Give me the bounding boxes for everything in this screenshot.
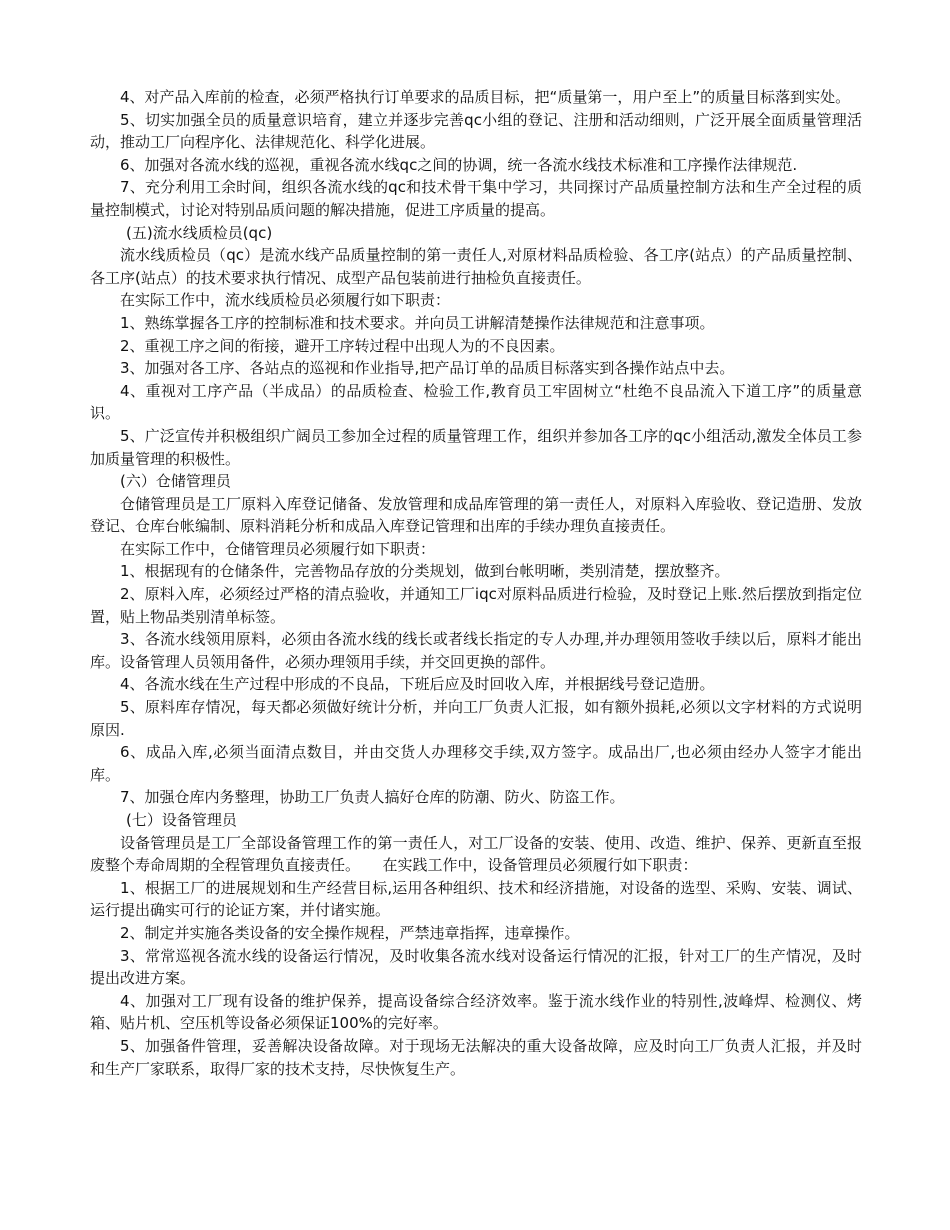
paragraph: 4、各流水线在生产过程中形成的不良品，下班后应及时回收入库，并根据线号登记造册。 (120, 675, 715, 694)
paragraph: 7、加强仓库内务整理，协助工厂负责人搞好仓库的防潮、防火、防盗工作。 (120, 788, 625, 807)
paragraph: 2、原料入库，必须经过严格的清点验收，并通知工厂iqc对原料品质进行检验，及时登记上账.然后摆放到指定位置，贴上物品类别清单标签。 (90, 585, 862, 626)
paragraph: 3、加强对各工序、各站点的巡视和作业指导,把产品订单的品质目标落实到各操作站点中去。 (120, 359, 735, 378)
paragraph: 在实际工作中，仓储管理员必须履行如下职责： (120, 539, 436, 558)
paragraph: 5、切实加强全员的质量意识培育，建立并逐步完善qc小组的登记、注册和活动细则，广泛开展全面质量管理活动，推动工厂向程序化、法律规范化、科学化进展。 (90, 110, 862, 152)
paragraph: 5、原料库存情况，每天都必须做好统计分析，并向工厂负责人汇报，如有额外损耗,必须以文字材料的方式说明原因. (90, 698, 862, 739)
paragraph: 5、加强备件管理，妥善解决设备故障。对于现场无法解决的重大设备故障，应及时向工厂负责人汇报，并及时和生产厂家联系，取得厂家的技术支持，尽快恢复生产。 (90, 1036, 862, 1078)
document-page (90, 86, 862, 1080)
paragraph: 1、根据现有的仓储条件，完善物品存放的分类规划，做到台帐明晰，类别清楚，摆放整齐。 (120, 562, 730, 581)
paragraph: 5、广泛宣传并积极组织广阔员工参加全过程的质量管理工作，组织并参加各工序的qc小组活动,激发全体员工参加质量管理的积极性。 (90, 426, 862, 468)
paragraph: 6、加强对各流水线的巡视，重视各流水线qc之间的协调，统一各流水线技术标准和工序操作法律规范. (120, 155, 798, 174)
paragraph: 仓储管理员是工厂原料入库登记储备、发放管理和成品库管理的第一责任人，对原料入库验收、登记造册、发放登记、仓库台帐编制、原料消耗分析和成品入库登记管理和出库的手续办理负直接责任。 (90, 494, 862, 536)
paragraph: 2、重视工序之间的衔接，避开工序转过程中出现人为的不良因素。 (120, 336, 565, 355)
section-heading-equipment: (七）设备管理员 (126, 811, 237, 829)
paragraph: 设备管理员是工厂全部设备管理工作的第一责任人，对工厂设备的安装、使用、改造、维护、保养、更新直至报废整个寿命周期的全程管理负直接责任。 在实践工作中，设备管理员必须履行如下职责： (90, 833, 862, 875)
paragraph: 4、对产品入库前的检查，必须严格执行订单要求的品质目标，把“质量第一，用户至上”的质量目标落到实处。 (120, 88, 851, 106)
paragraph: 1、根据工厂的进展规划和生产经营目标,运用各种组织、技术和经济措施，对设备的选型、采购、安装、调试、运行提出确实可行的论证方案，并付诸实施。 (90, 878, 862, 920)
paragraph: 3、各流水线领用原料，必须由各流水线的线长或者线长指定的专人办理,并办理领用签收手续以后，原料才能出库。设备管理人员领用备件，必须办理领用手续，并交回更换的部件。 (90, 630, 862, 671)
paragraph: 流水线质检员（qc）是流水线产品质量控制的第一责任人,对原材料品质检验、各工序(站点）的产品质量控制、各工序(站点）的技术要求执行情况、成型产品包装前进行抽检负直接责任。 (90, 246, 862, 287)
paragraph: 4、重视对工序产品（半成品）的品质检查、检验工作,教育员工牢固树立“杜绝不良品流入下道工序”的质量意识。 (90, 381, 862, 423)
section-heading-warehouse: (六）仓储管理员 (120, 472, 231, 491)
section-heading-qc: (五)流水线质检员(qc) (126, 223, 273, 242)
paragraph: 6、成品入库,必须当面清点数目，并由交货人办理移交手续,双方签字。成品出厂,也必须由经办人签字才能出库。 (90, 743, 862, 784)
paragraph: 2、制定并实施各类设备的安全操作规程，严禁违章指挥，违章操作。 (120, 923, 580, 942)
paragraph: 1、熟练掌握各工序的控制标准和技术要求。并向员工讲解清楚操作法律规范和注意事项。 (120, 313, 715, 332)
paragraph: 4、加强对工厂现有设备的维护保养，提高设备综合经济效率。鉴于流水线作业的特别性,波峰焊、检测仪、烤箱、贴片机、空压机等设备必须保证100%的完好率。 (90, 991, 862, 1033)
paragraph: 7、充分利用工余时间，组织各流水线的qc和技术骨干集中学习，共同探讨产品质量控制方法和生产全过程的质量控制模式，讨论对特别品质问题的解决措施，促进工序质量的提高。 (90, 178, 862, 219)
paragraph: 在实际工作中，流水线质检员必须履行如下职责： (120, 291, 451, 310)
paragraph: 3、常常巡视各流水线的设备运行情况，及时收集各流水线对设备运行情况的汇报，针对工厂的生产情况，及时提出改进方案。 (90, 946, 862, 988)
